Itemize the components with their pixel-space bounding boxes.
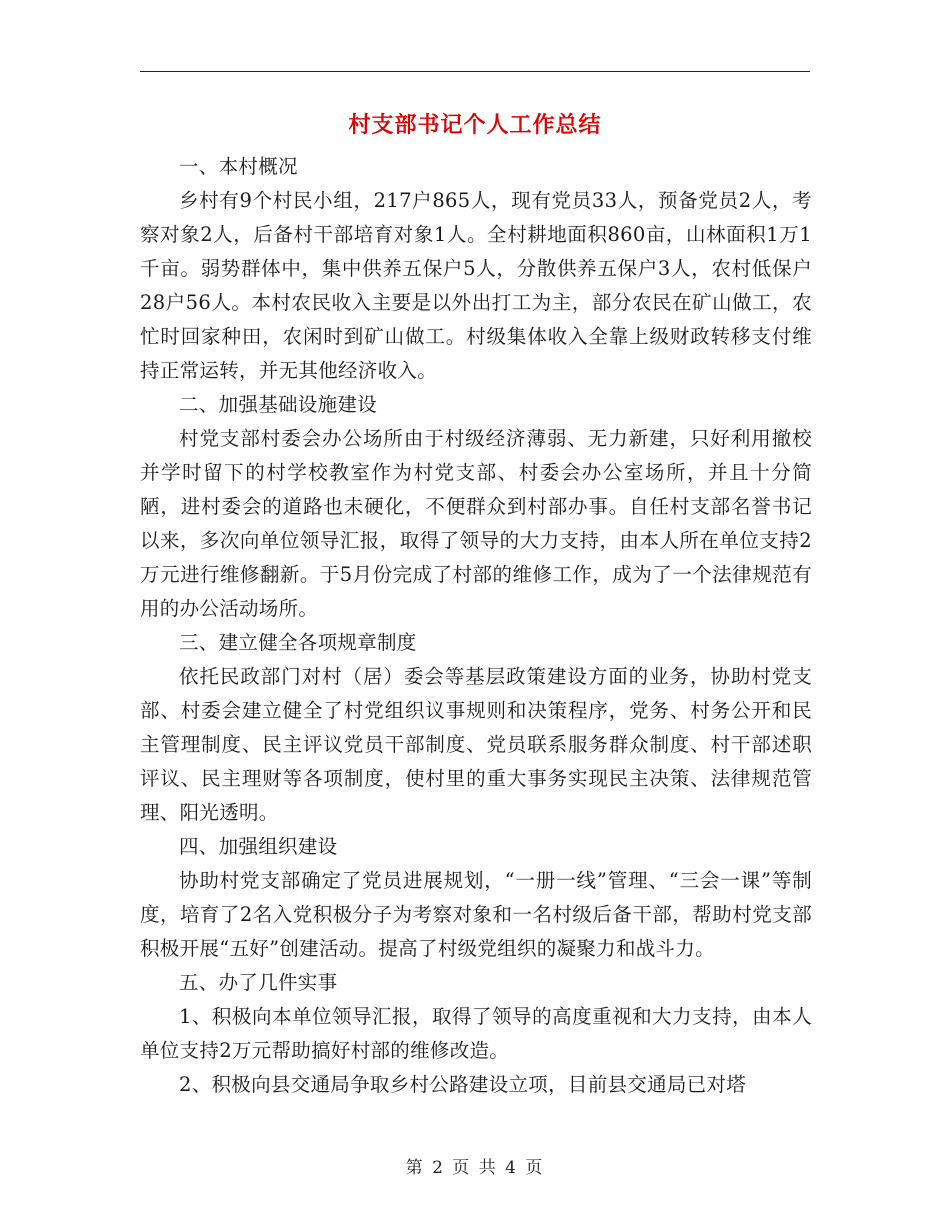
paragraph: 乡村有9个村民小组，217户865人，现有党员33人，预备党员2人，考察对象2人，后备村干部培育对象1人。全村耕地面积860亩，山林面积1万1千亩。弱势群体中，集中供养五保户5人，分散供养五保户3人，农村低保户28户56人。本村农民收入主要是以外出打工为主，部分农民在矿山做工，农忙时回家种田，农闲时到矿山做工。村级集体收入全靠上级财政转移支付维持正常运转，并无其他经济收入。 [140,189,812,382]
paragraph: 依托民政部门对村（居）委会等基层政策建设方面的业务，协助村党支部、村委会建立健全了村党组织议事规则和决策程序，党务、村务公开和民主管理制度、民主评议党员干部制度、党员联系服务群众制度、村干部述职评议、民主理财等各项制度，使村里的重大事务实现民主决策、法律规范管理、阳光透明。 [140,665,812,824]
paragraph: 1、积极向本单位领导汇报，取得了领导的高度重视和大力支持，由本人单位支持2万元帮助搞好村部的维修改造。 [140,1005,812,1062]
document-title: 村支部书记个人工作总结 [348,112,602,138]
section-heading: 二、加强基础设施建设 [179,393,378,416]
section-heading: 五、办了几件实事 [179,971,338,994]
section-heading: 四、加强组织建设 [179,835,338,858]
paragraph: 村党支部村委会办公场所由于村级经济薄弱、无力新建，只好利用撤校并学时留下的村学校教室作为村党支部、村委会办公室场所，并且十分简陋，进村委会的道路也未硬化，不便群众到村部办事。自任村支部名誉书记以来，多次向单位领导汇报，取得了领导的大力支持，由本人所在单位支持2万元进行维修翻新。于5月份完成了村部的维修工作，成为了一个法律规范有用的办公活动场所。 [140,427,812,620]
document-body [140,150,812,1102]
header-rule [140,71,810,72]
paragraph: 协助村党支部确定了党员进展规划，“一册一线”管理、“三会一课”等制度，培育了2名入党积极分子为考察对象和一名村级后备干部，帮助村党支部积极开展“五好”创建活动。提高了村级党组织的凝聚力和战斗力。 [140,869,812,960]
section-heading: 一、本村概况 [179,155,298,178]
page-footer: 第 2 页 共 4 页 [405,1158,545,1178]
paragraph: 2、积极向县交通局争取乡村公路建设立项，目前县交通局已对塔 [179,1073,747,1096]
section-heading: 三、建立健全各项规章制度 [179,631,417,654]
